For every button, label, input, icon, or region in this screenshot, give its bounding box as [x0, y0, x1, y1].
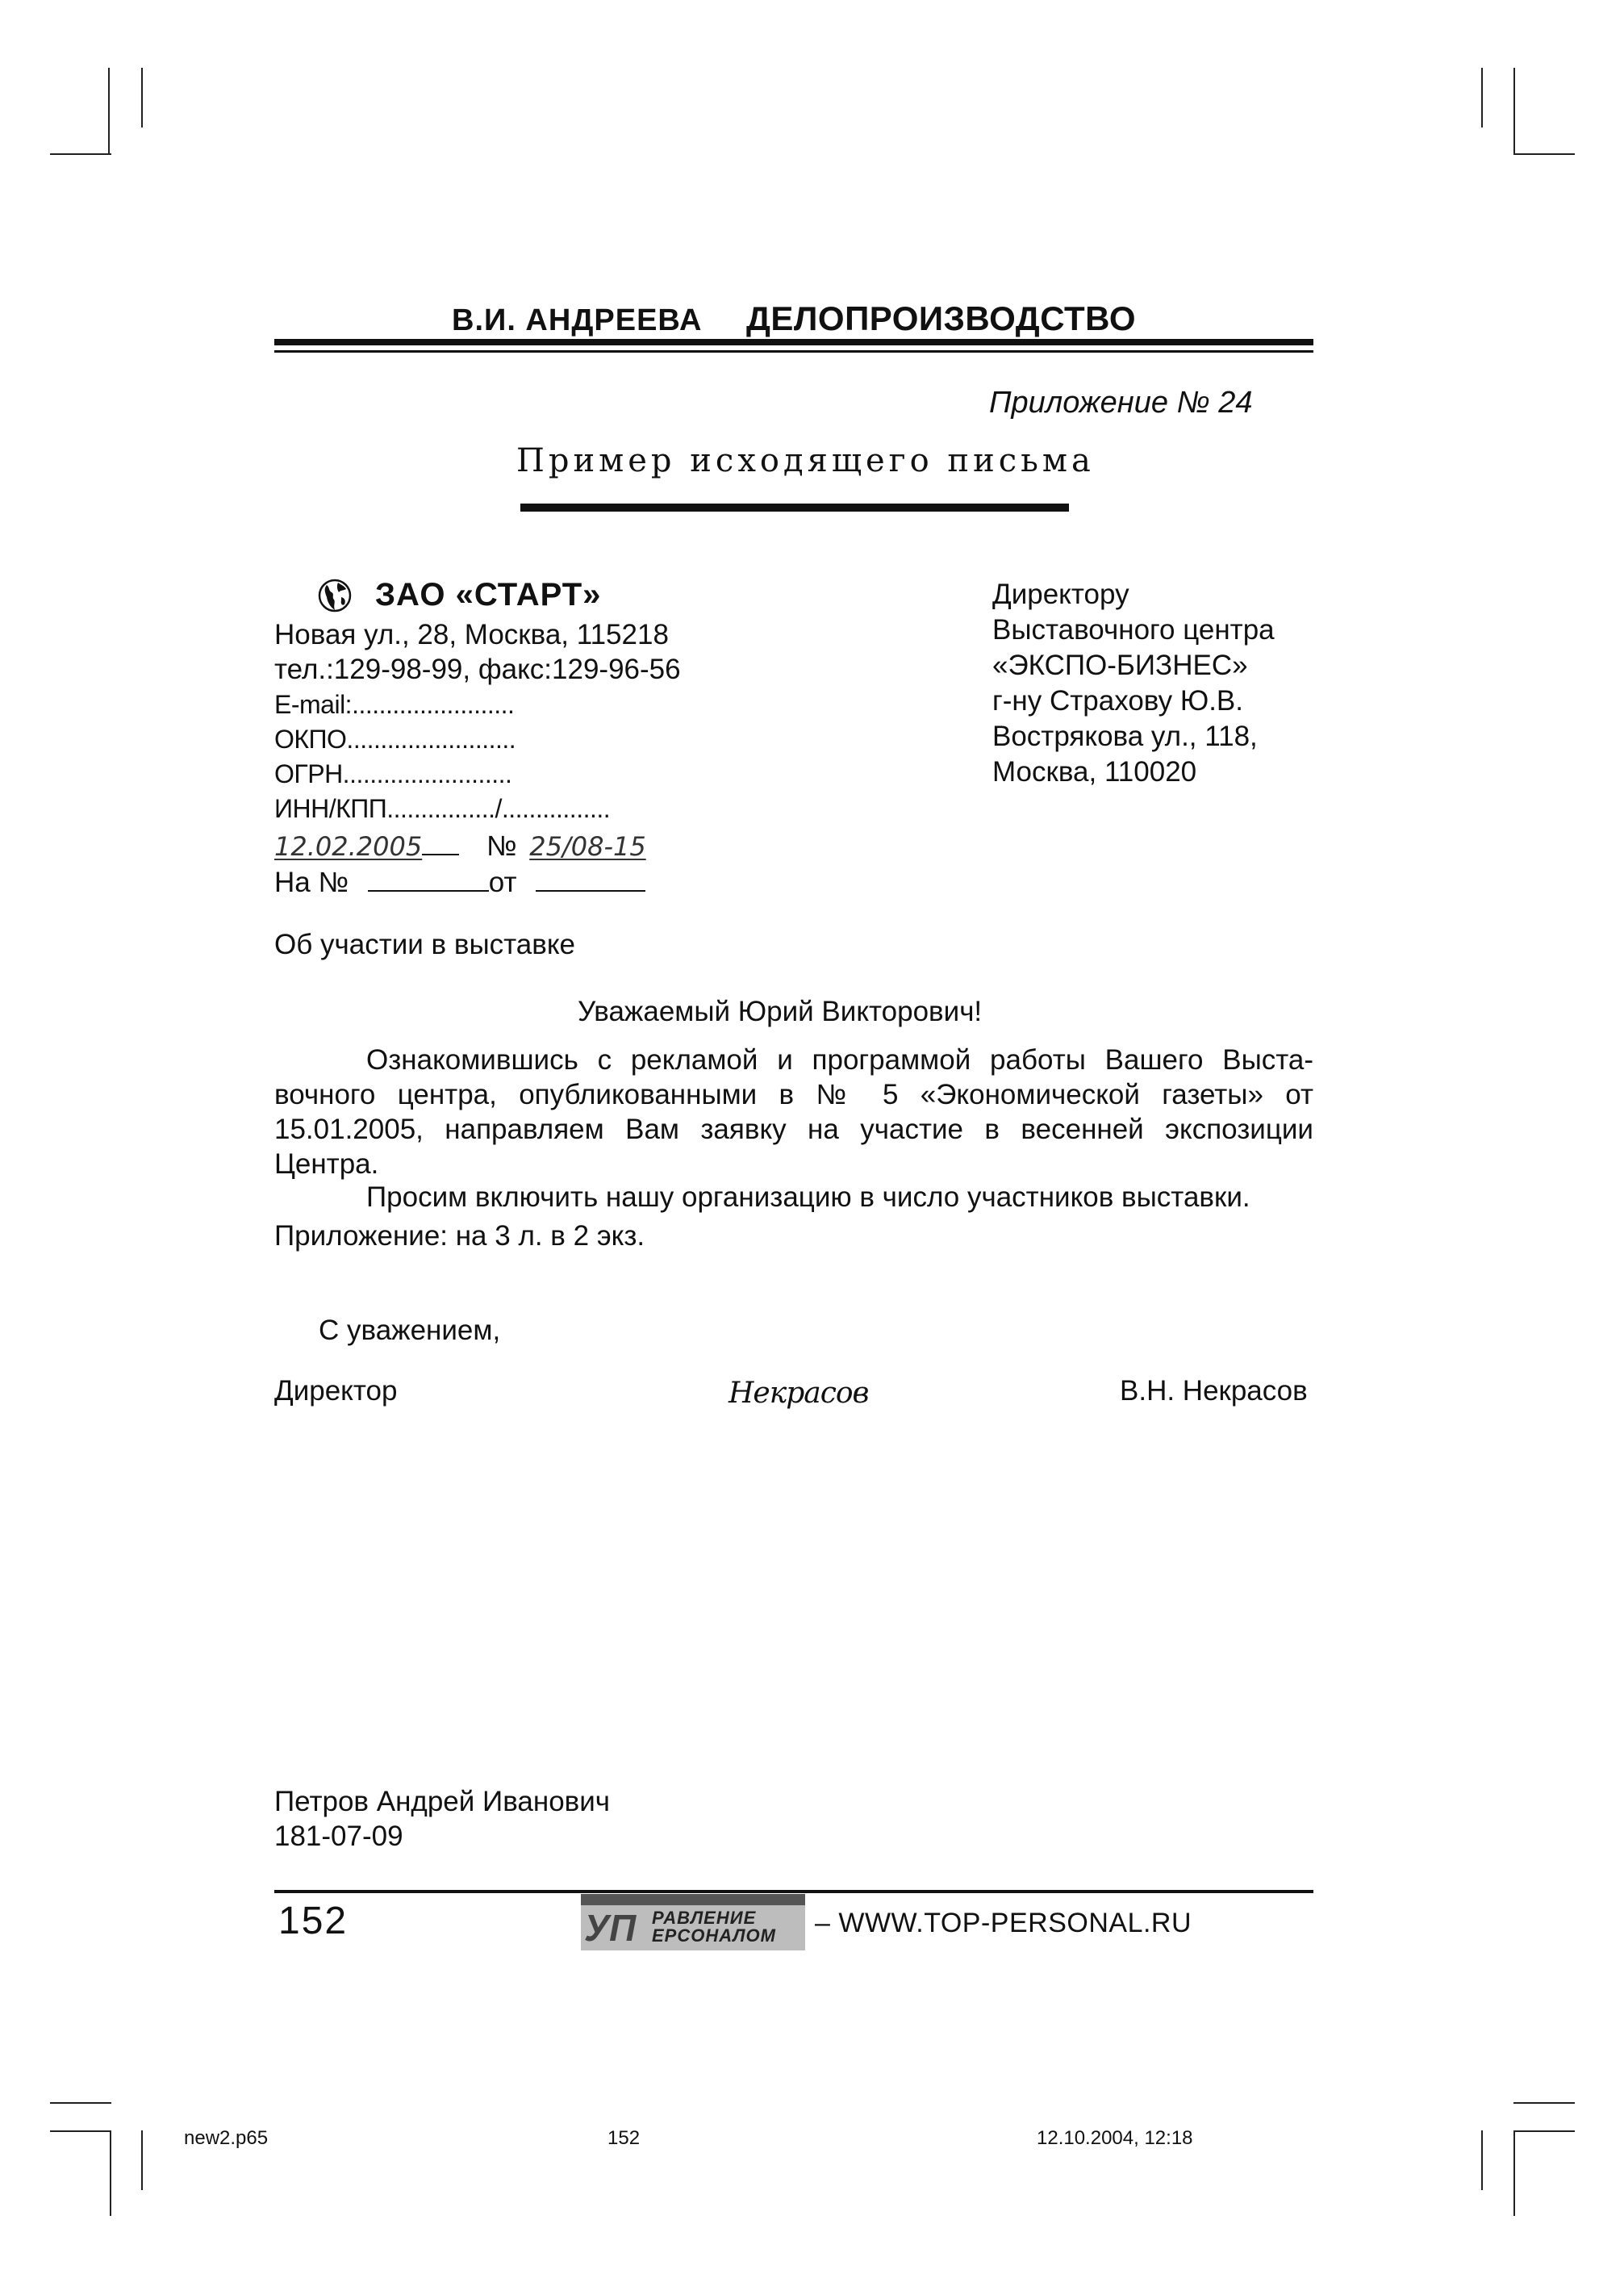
globe-icon [317, 578, 353, 613]
number-label: № [486, 830, 517, 862]
crop-mark [1513, 153, 1575, 155]
crop-mark [1481, 68, 1483, 128]
signer-position: Директор [274, 1375, 398, 1407]
crop-mark [50, 2102, 111, 2104]
logo-strip [581, 1894, 805, 1905]
sender-okpo: ОКПО......................... [274, 725, 516, 754]
sender-address: Новая ул., 28, Москва, 115218 [274, 619, 669, 650]
sender-email: E-mail:........................ [274, 690, 515, 719]
letter-paragraph: Ознакомившись с рекламой и программой работы Вашего Выставочного центра, опубликованными в № 5 «Экономической газеты» от 15.01.2005, направляем Вам заявку на участие в весенней экспозиции Центра. [274, 1044, 1313, 1180]
print-timestamp: 12.10.2004, 12:18 [1037, 2127, 1193, 2149]
print-page: 152 [607, 2127, 641, 2149]
outgoing-date-line [274, 830, 646, 863]
reply-number-blank [368, 866, 489, 892]
sender-ogrn: ОГРН......................... [274, 759, 512, 788]
executor-name: Петров Андрей Иванович [274, 1786, 611, 1817]
footer-url: – WWW.TOP-PERSONAL.RU [815, 1908, 1192, 1938]
handwritten-signature: Некрасов [729, 1377, 869, 1410]
crop-mark [1513, 2130, 1575, 2132]
crop-mark [1513, 68, 1515, 153]
appendix-label: Приложение № 24 [989, 386, 1253, 420]
reply-line [274, 866, 645, 900]
logo-text-line: ЕРСОНАЛОМ [652, 1925, 776, 1946]
document-title: Пример исходящего письма [516, 442, 1095, 479]
crop-mark [1513, 2102, 1575, 2104]
recipient-line: «ЭКСПО-БИЗНЕС» [992, 650, 1248, 681]
letter-closing: С уважением, [319, 1315, 501, 1346]
executor-phone: 181-07-09 [274, 1821, 403, 1852]
crop-mark [141, 2130, 143, 2190]
sender-phone: тел.:129-98-99, факс:129-96-56 [274, 654, 681, 685]
header-rule [274, 339, 1313, 345]
recipient-line: Вострякова ул., 118, [992, 721, 1258, 752]
header-rule-thin [274, 350, 1313, 353]
company-name: ЗАО «СТАРТ» [375, 577, 602, 612]
crop-mark [110, 2130, 111, 2216]
title-rule [520, 504, 1069, 512]
logo-text-line: РАВЛЕНИЕ [652, 1908, 757, 1928]
signer-name: В.Н. Некрасов [1120, 1375, 1308, 1407]
letter-subject: Об участии в выставке [274, 929, 575, 960]
logo-mark: УП [584, 1907, 637, 1949]
recipient-line: Москва, 110020 [992, 756, 1197, 788]
recipient-line: Выставочного центра [992, 614, 1275, 646]
footer-rule [274, 1890, 1313, 1893]
crop-mark [1513, 2130, 1515, 2216]
crop-mark [108, 68, 110, 153]
crop-mark [141, 68, 143, 128]
crop-mark [50, 153, 111, 155]
reply-label: На № [274, 867, 349, 898]
outgoing-date: 12.02.2005 [274, 831, 423, 862]
sender-inn-kpp: ИНН/КПП................/................ [274, 794, 611, 823]
date-blank [422, 830, 459, 855]
recipient-line: Директору [992, 579, 1129, 610]
letter-attachment: Приложение: на 3 л. в 2 экз. [274, 1220, 645, 1252]
print-file: new2.p65 [184, 2127, 269, 2149]
header-title: ДЕЛОПРОИЗВОДСТВО [746, 299, 1137, 337]
reply-date-blank [536, 866, 645, 892]
outgoing-number: 25/08-15 [529, 831, 646, 862]
from-label: от [488, 867, 517, 898]
letter-paragraph: Просим включить нашу организацию в число участников выставки. [366, 1181, 1250, 1213]
crop-mark [1481, 2130, 1483, 2190]
crop-mark [50, 2130, 111, 2132]
magazine-logo [581, 1894, 805, 1950]
header-author: В.И. АНДРЕЕВА [452, 303, 703, 337]
letter-salutation: Уважаемый Юрий Викторович! [578, 996, 983, 1027]
recipient-line: г-ну Страхову Ю.В. [992, 685, 1243, 717]
page-number: 152 [278, 1900, 349, 1942]
